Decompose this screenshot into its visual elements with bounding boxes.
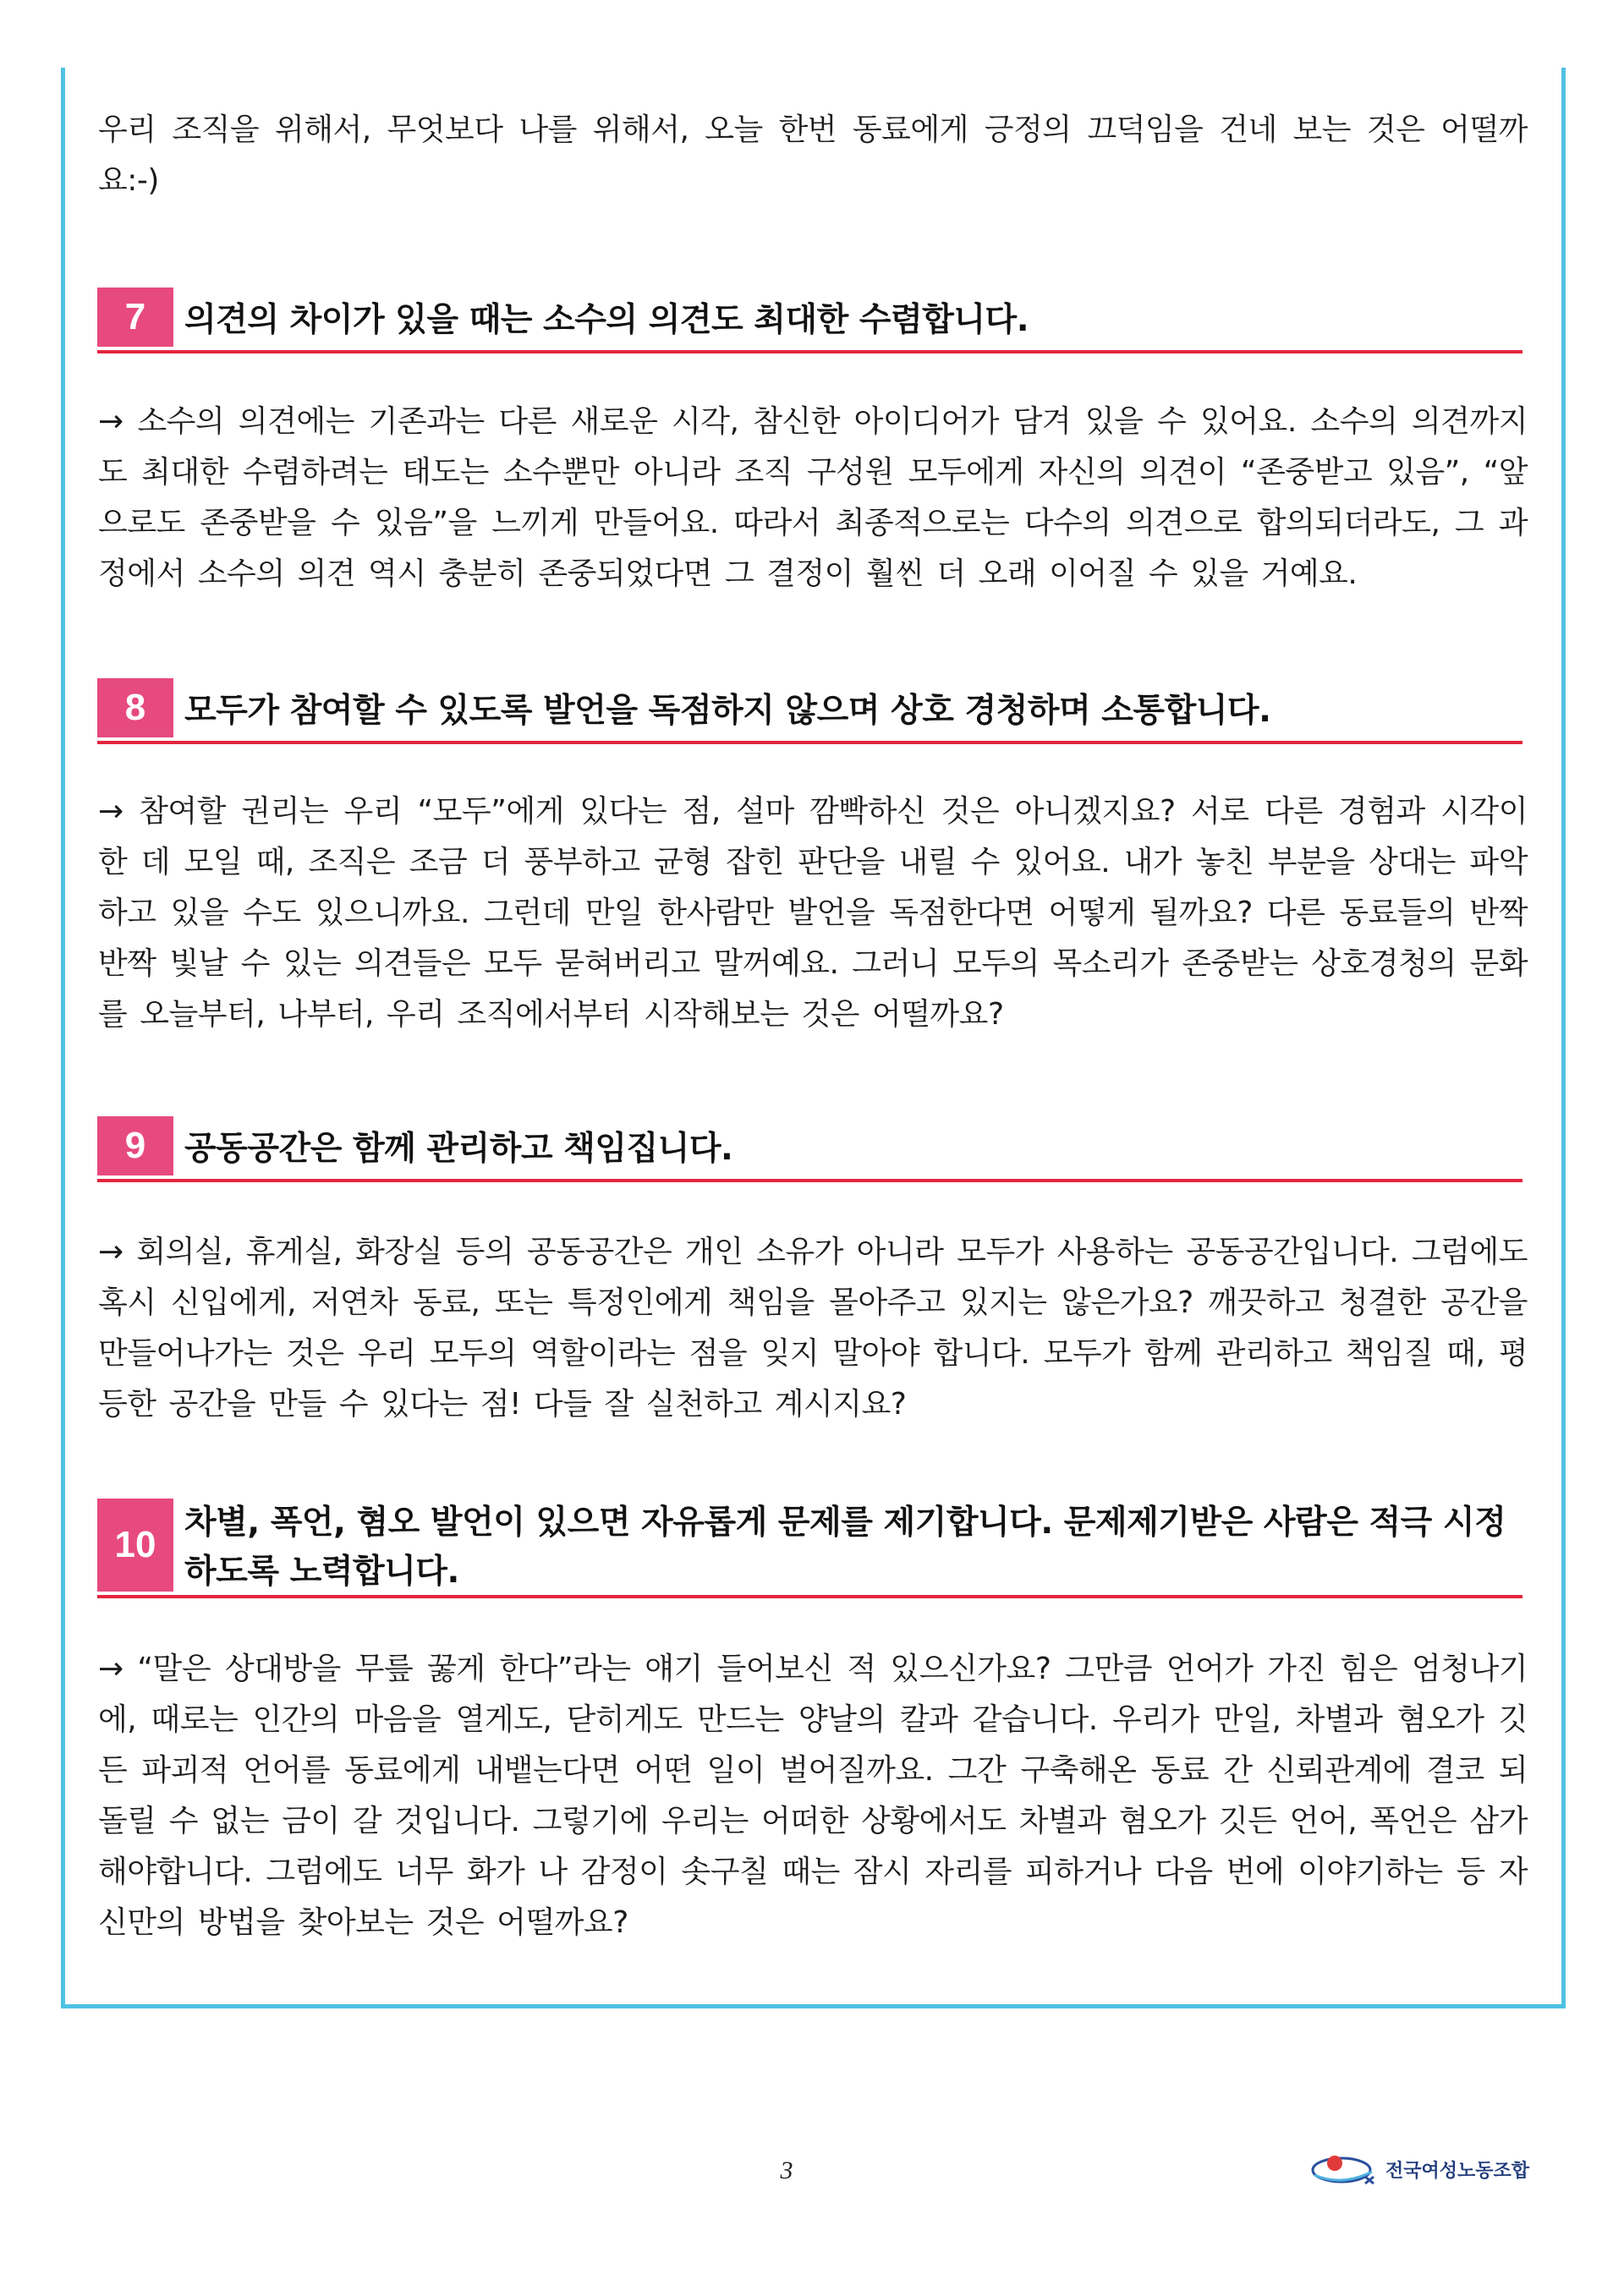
section-10-body: → “말은 상대방을 무릎 꿇게 한다”라는 얘기 들어보신 적 있으신가요? 그만큼 언어가 가진 힘은 엄청나기에, 때로는 인간의 마음을 열게도, 닫히게도 만드는 양날의 칼과 같습니다. 우리가 만일, 차별과 혐오가 깃든 파괴적 언어를 동료에게 내뱉는다면 어떤 일이 벌어질까요. 그간 구축해온 동료 간 신뢰관계에 결코 되돌릴 수 없는 금이 갈 것입니다. 그렇기에 우리는 어떠한 상황에서도 차별과 혐오가 깃든 언어, 폭언은 삼가해야합니다. 그럼에도 너무 화가 나 감정이 솟구칠 때는 잠시 자리를 피하거나 다음 번에 이야기하는 등 자신만의 방법을 찾아보는 것은 어떨까요? <box>98 1652 1528 1940</box>
section-7-title: 의견의 차이가 있을 때는 소수의 의견도 최대한 수렴합니다. <box>184 301 1029 339</box>
section-7-body: → 소수의 의견에는 기존과는 다른 새로운 시각, 참신한 아이디어가 담겨 있을 수 있어요. 소수의 의견까지도 최대한 수렴하려는 태도는 소수뿐만 아니라 조직 구성원 모두에게 자신의 의견이 “존중받고 있음”, “앞으로도 존중받을 수 있음”을 느끼게 만들어요. 따라서 최종적으로는 다수의 의견으로 합의되더라도, 그 과정에서 소수의 의견 역시 충분히 존중되었다면 그 결정이 훨씬 더 오래 이어질 수 있을 거예요. <box>98 404 1528 591</box>
section-8-heading <box>97 678 1522 744</box>
union-logo-text: 전국여성노동조합 <box>1385 2160 1530 2182</box>
section-9-body: → 회의실, 휴게실, 화장실 등의 공동공간은 개인 소유가 아니라 모두가 사용하는 공동공간입니다. 그럼에도 혹시 신입에게, 저연차 동료, 또는 특정인에게 책임을 몰아주고 있지는 않은가요? 깨끗하고 청결한 공간을 만들어나가는 것은 우리 모두의 역할이라는 점을 잊지 말아야 합니다. 모두가 함께 관리하고 책임질 때, 평등한 공간을 만들 수 있다는 점! 다들 잘 실천하고 계시지요? <box>98 1235 1528 1422</box>
section-9-title: 공동공간은 함께 관리하고 책임집니다. <box>184 1130 733 1168</box>
section-7-number: 7 <box>97 288 173 347</box>
section-7-heading <box>97 288 1522 353</box>
section-9-number: 9 <box>97 1116 173 1175</box>
section-8-body: → 참여할 권리는 우리 “모두”에게 있다는 점, 설마 깜빡하신 것은 아니겠지요? 서로 다른 경험과 시각이 한 데 모일 때, 조직은 조금 더 풍부하고 균형 잡힌 판단을 내릴 수 있어요. 내가 놓친 부분을 상대는 파악하고 있을 수도 있으니까요. 그런데 만일 한사람만 발언을 독점한다면 어떻게 될까요? 다른 동료들의 반짝반짝 빛날 수 있는 의견들은 모두 묻혀버리고 말꺼예요. 그러니 모두의 목소리가 존중받는 상호경청의 문화를 오늘부터, 나부터, 우리 조직에서부터 시작해보는 것은 어떨까요? <box>98 794 1528 1032</box>
section-10-number: 10 <box>97 1499 173 1592</box>
page-number: 3 <box>780 2156 793 2184</box>
section-10-heading <box>97 1499 1522 1598</box>
section-8-number: 8 <box>97 678 173 737</box>
intro-paragraph: 우리 조직을 위해서, 무엇보다 나를 위해서, 오늘 한번 동료에게 긍정의 끄덕임을 건네 보는 것은 어떨까요:-) <box>98 112 1528 198</box>
section-9-heading <box>97 1116 1522 1182</box>
union-logo <box>1309 2145 1538 2193</box>
section-10-title: 차별, 폭언, 혐오 발언이 있으면 자유롭게 문제를 제기합니다. 문제제기받은 사람은 적극 시정하도록 노력합니다. <box>184 1504 1506 1591</box>
section-8-title: 모두가 참여할 수 있도록 발언을 독점하지 않으며 상호 경청하며 소통합니다. <box>184 692 1271 730</box>
union-emblem-icon <box>1309 2150 1380 2189</box>
